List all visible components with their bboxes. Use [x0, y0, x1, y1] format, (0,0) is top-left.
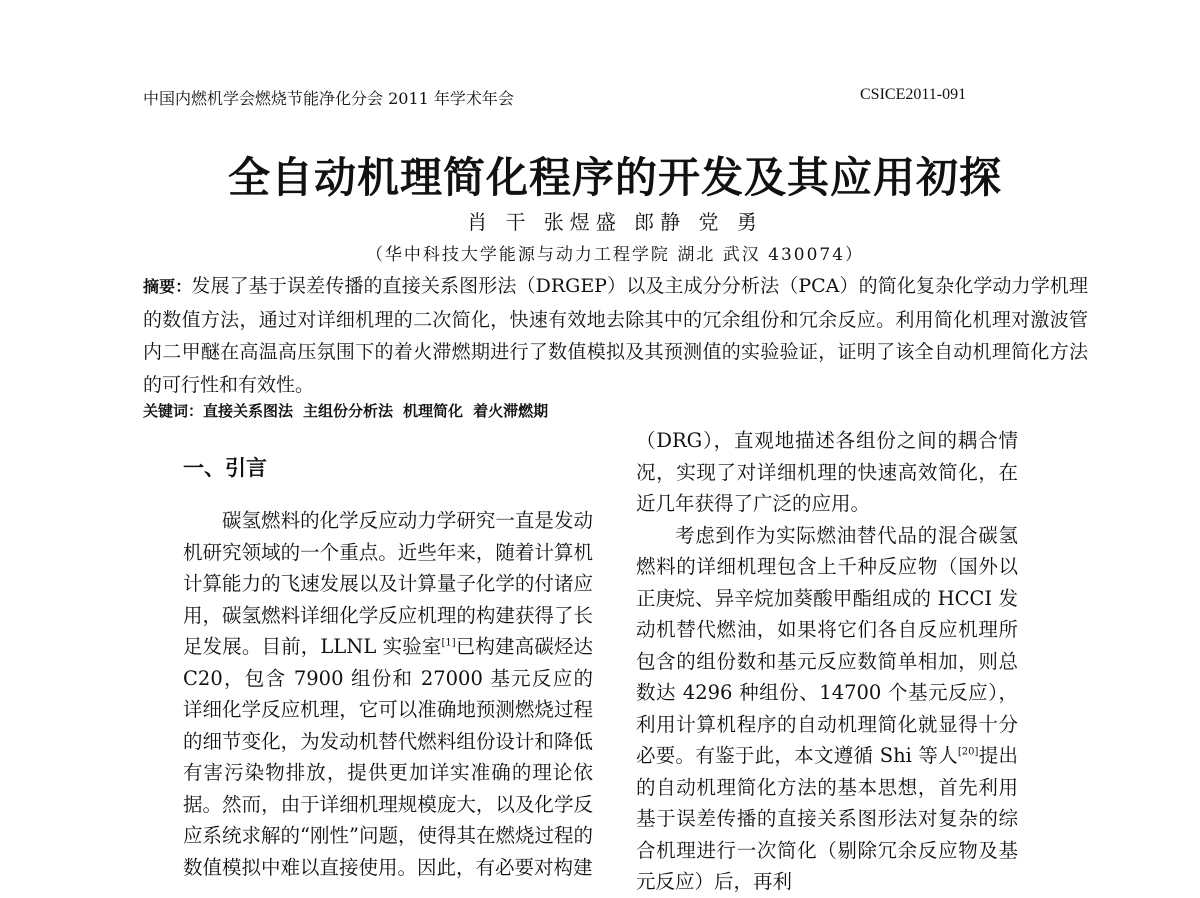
left-column — [183, 505, 593, 883]
affiliation: （华中科技大学能源与动力工程学院 湖北 武汉 430074） — [365, 245, 865, 265]
citation: [20] — [957, 746, 979, 758]
paragraph-text: 碳氢燃料的化学反应动力学研究一直是发动机研究领域的一个重点。近些年来，随着计算机计算能力的飞速发展以及计算量子化学的付诸应用，碳氢燃料详细化学反应机理的构建获得了长足发展。目前，LLNL 实验室 — [183, 509, 593, 658]
keyword: 直接关系图法 — [203, 402, 294, 420]
abstract — [143, 270, 1088, 401]
paper-title: 全自动机理简化程序的开发及其应用初探 — [227, 153, 1002, 202]
paragraph — [636, 520, 1018, 898]
keywords-label: 关键词： — [143, 402, 204, 420]
citation: [1] — [441, 637, 456, 649]
conference-header: 中国内燃机学会燃烧节能净化分会 2011 年学术年会 — [143, 89, 514, 108]
paragraph — [183, 505, 593, 883]
paragraph: （DRG），直观地描述各组份之间的耦合情况，实现了对详细机理的快速高效简化，在近几年获得了广泛的应用。 — [636, 429, 1018, 515]
abstract-label: 摘要： — [143, 277, 192, 296]
authors: 肖 干 张煜盛 郎静 党 勇 — [467, 210, 763, 234]
section-heading: 一、引言 — [183, 456, 267, 480]
keyword: 主组份分析法 — [303, 402, 394, 420]
paper-id: CSICE2011-091 — [860, 86, 967, 103]
keyword: 着火滞燃期 — [473, 402, 549, 420]
keywords — [143, 400, 558, 421]
paragraph-text: 考虑到作为实际燃油替代品的混合碳氢燃料的详细机理包含上千种反应物（国外以正庚烷、异辛烷加葵酸甲酯组成的 HCCI 发动机替代燃油，如果将它们各自反应机理所包含的组份数和基元反应数简单相加，则总数达 4296 种组份、14700 个基元反应），利用计算机程序的自动机理简化就显得十分必要。有鉴于此，本文遵循 Shi 等人 — [636, 523, 1018, 767]
paragraph-text: 已构建高碳烃达 C20，包含 7900 组份和 27000 基元反应的详细化学反应机理，它可以准确地预测燃烧过程的细节变化，为发动机替代燃料组份设计和降低有害污染物排放，提供更加详实准确的理论依据。然而，由于详细机理规模庞大，以及化学反应系统求解的“刚性”问题，使得其在燃烧过程的数值模拟中难以直接使用。因此，有必要对构建 — [183, 635, 593, 879]
abstract-text: 发展了基于误差传播的直接关系图形法（DRGEP）以及主成分分析法（PCA）的简化复杂化学动力学机理的数值方法，通过对详细机理的二次简化，快速有效地去除其中的冗余组份和冗余反应。利用简化机理对激波管内二甲醚在高温高压氛围下的着火滞燃期进行了数值模拟及其预测值的实验验证，证明了该全自动机理简化方法的可行性和有效性。 — [143, 275, 1088, 396]
paragraph-text: 提出的自动机理简化方法的基本思想，首先利用基于误差传播的直接关系图形法对复杂的综合机理进行一次简化（剔除冗余反应物及基元反应）后，再利 — [636, 744, 1018, 893]
right-column — [636, 425, 1018, 898]
keyword: 机理简化 — [403, 402, 464, 420]
